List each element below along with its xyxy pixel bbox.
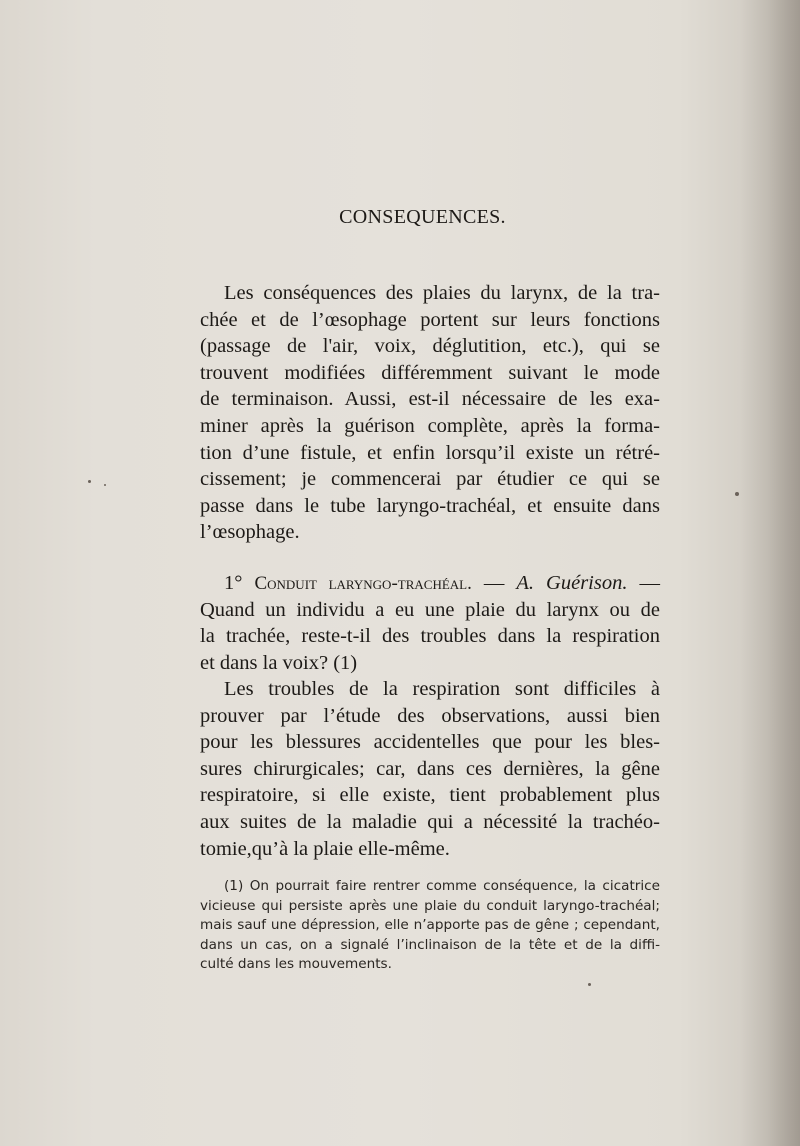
section-number: 1°	[224, 572, 243, 594]
footnote-line: culté dans les mouvements.	[200, 956, 392, 972]
section-dash: —	[483, 572, 505, 594]
text-line: de terminaison. Aussi, est-il nécessaire de les exa-	[200, 388, 660, 411]
paper-speck	[88, 480, 91, 483]
section-dash-end: —	[639, 572, 660, 594]
text-line: respiratoire, si elle existe, tient probablement plus	[200, 784, 660, 807]
text-line: l’œsophage.	[200, 521, 300, 544]
text-line: prouver par l’étude des observations, aussi bien	[200, 704, 660, 727]
text-line: chée et de l’œsophage portent sur leurs fonctions	[200, 308, 660, 331]
footnote	[200, 877, 660, 975]
page-heading: CONSEQUENCES.	[339, 206, 506, 228]
text-line: passe dans le tube laryngo-trachéal, et ensuite dans	[200, 494, 660, 517]
text-line: trouvent modifiées différemment suivant le mode	[200, 361, 660, 384]
text-line: tomie,qu’à la plaie elle-même.	[200, 837, 450, 860]
subsection-title: A. Guérison.	[516, 572, 628, 594]
footnote-line: vicieuse qui persiste après une plaie du conduit laryngo-trachéal;	[200, 897, 660, 914]
text-line: sures chirurgicales; car, dans ces dernières, la gêne	[200, 757, 660, 780]
text-line: tion d’une fistule, et enfin lorsqu’il existe un rétré-	[200, 441, 660, 464]
footnote-line: mais sauf une dépression, elle n’apporte pas de gêne ; cependant,	[200, 917, 660, 933]
text-line: Quand un individu a eu une plaie du larynx ou de	[200, 598, 660, 621]
text-line: cissement; je commencerai par étudier ce qui se	[200, 468, 660, 491]
paper-speck	[735, 492, 739, 496]
text-line: aux suites de la maladie qui a nécessité la trachéo-	[200, 810, 660, 833]
text-line: Les conséquences des plaies du larynx, de la tra-	[224, 282, 660, 304]
paragraph-section-1	[200, 570, 660, 676]
text-line: la trachée, reste-t-il des troubles dans la respiration	[200, 625, 660, 648]
section-heading-line	[200, 570, 660, 597]
footnote-line: dans un cas, on a signalé l’inclinaison de la tête et de la diffi-	[200, 936, 660, 953]
paper-speck	[104, 484, 106, 486]
text-line: miner après la guérison complète, après la forma-	[200, 414, 660, 437]
text-line: pour les blessures accidentelles que pour les bles-	[200, 731, 660, 754]
text-line: et dans la voix? (1)	[200, 651, 358, 674]
footnote-line: (1) On pourrait faire rentrer comme conséquence, la cicatrice	[224, 878, 660, 894]
page-edge-shadow	[740, 0, 800, 1146]
paragraph-consequences	[200, 280, 660, 546]
section-title: Conduit laryngo-trachéal.	[254, 573, 472, 594]
text-line: (passage de l'air, voix, déglutition, etc.), qui se	[200, 335, 660, 358]
text-line: Les troubles de la respiration sont difficiles à	[224, 678, 660, 700]
paragraph-respiration	[200, 676, 660, 862]
paper-speck	[588, 983, 591, 986]
